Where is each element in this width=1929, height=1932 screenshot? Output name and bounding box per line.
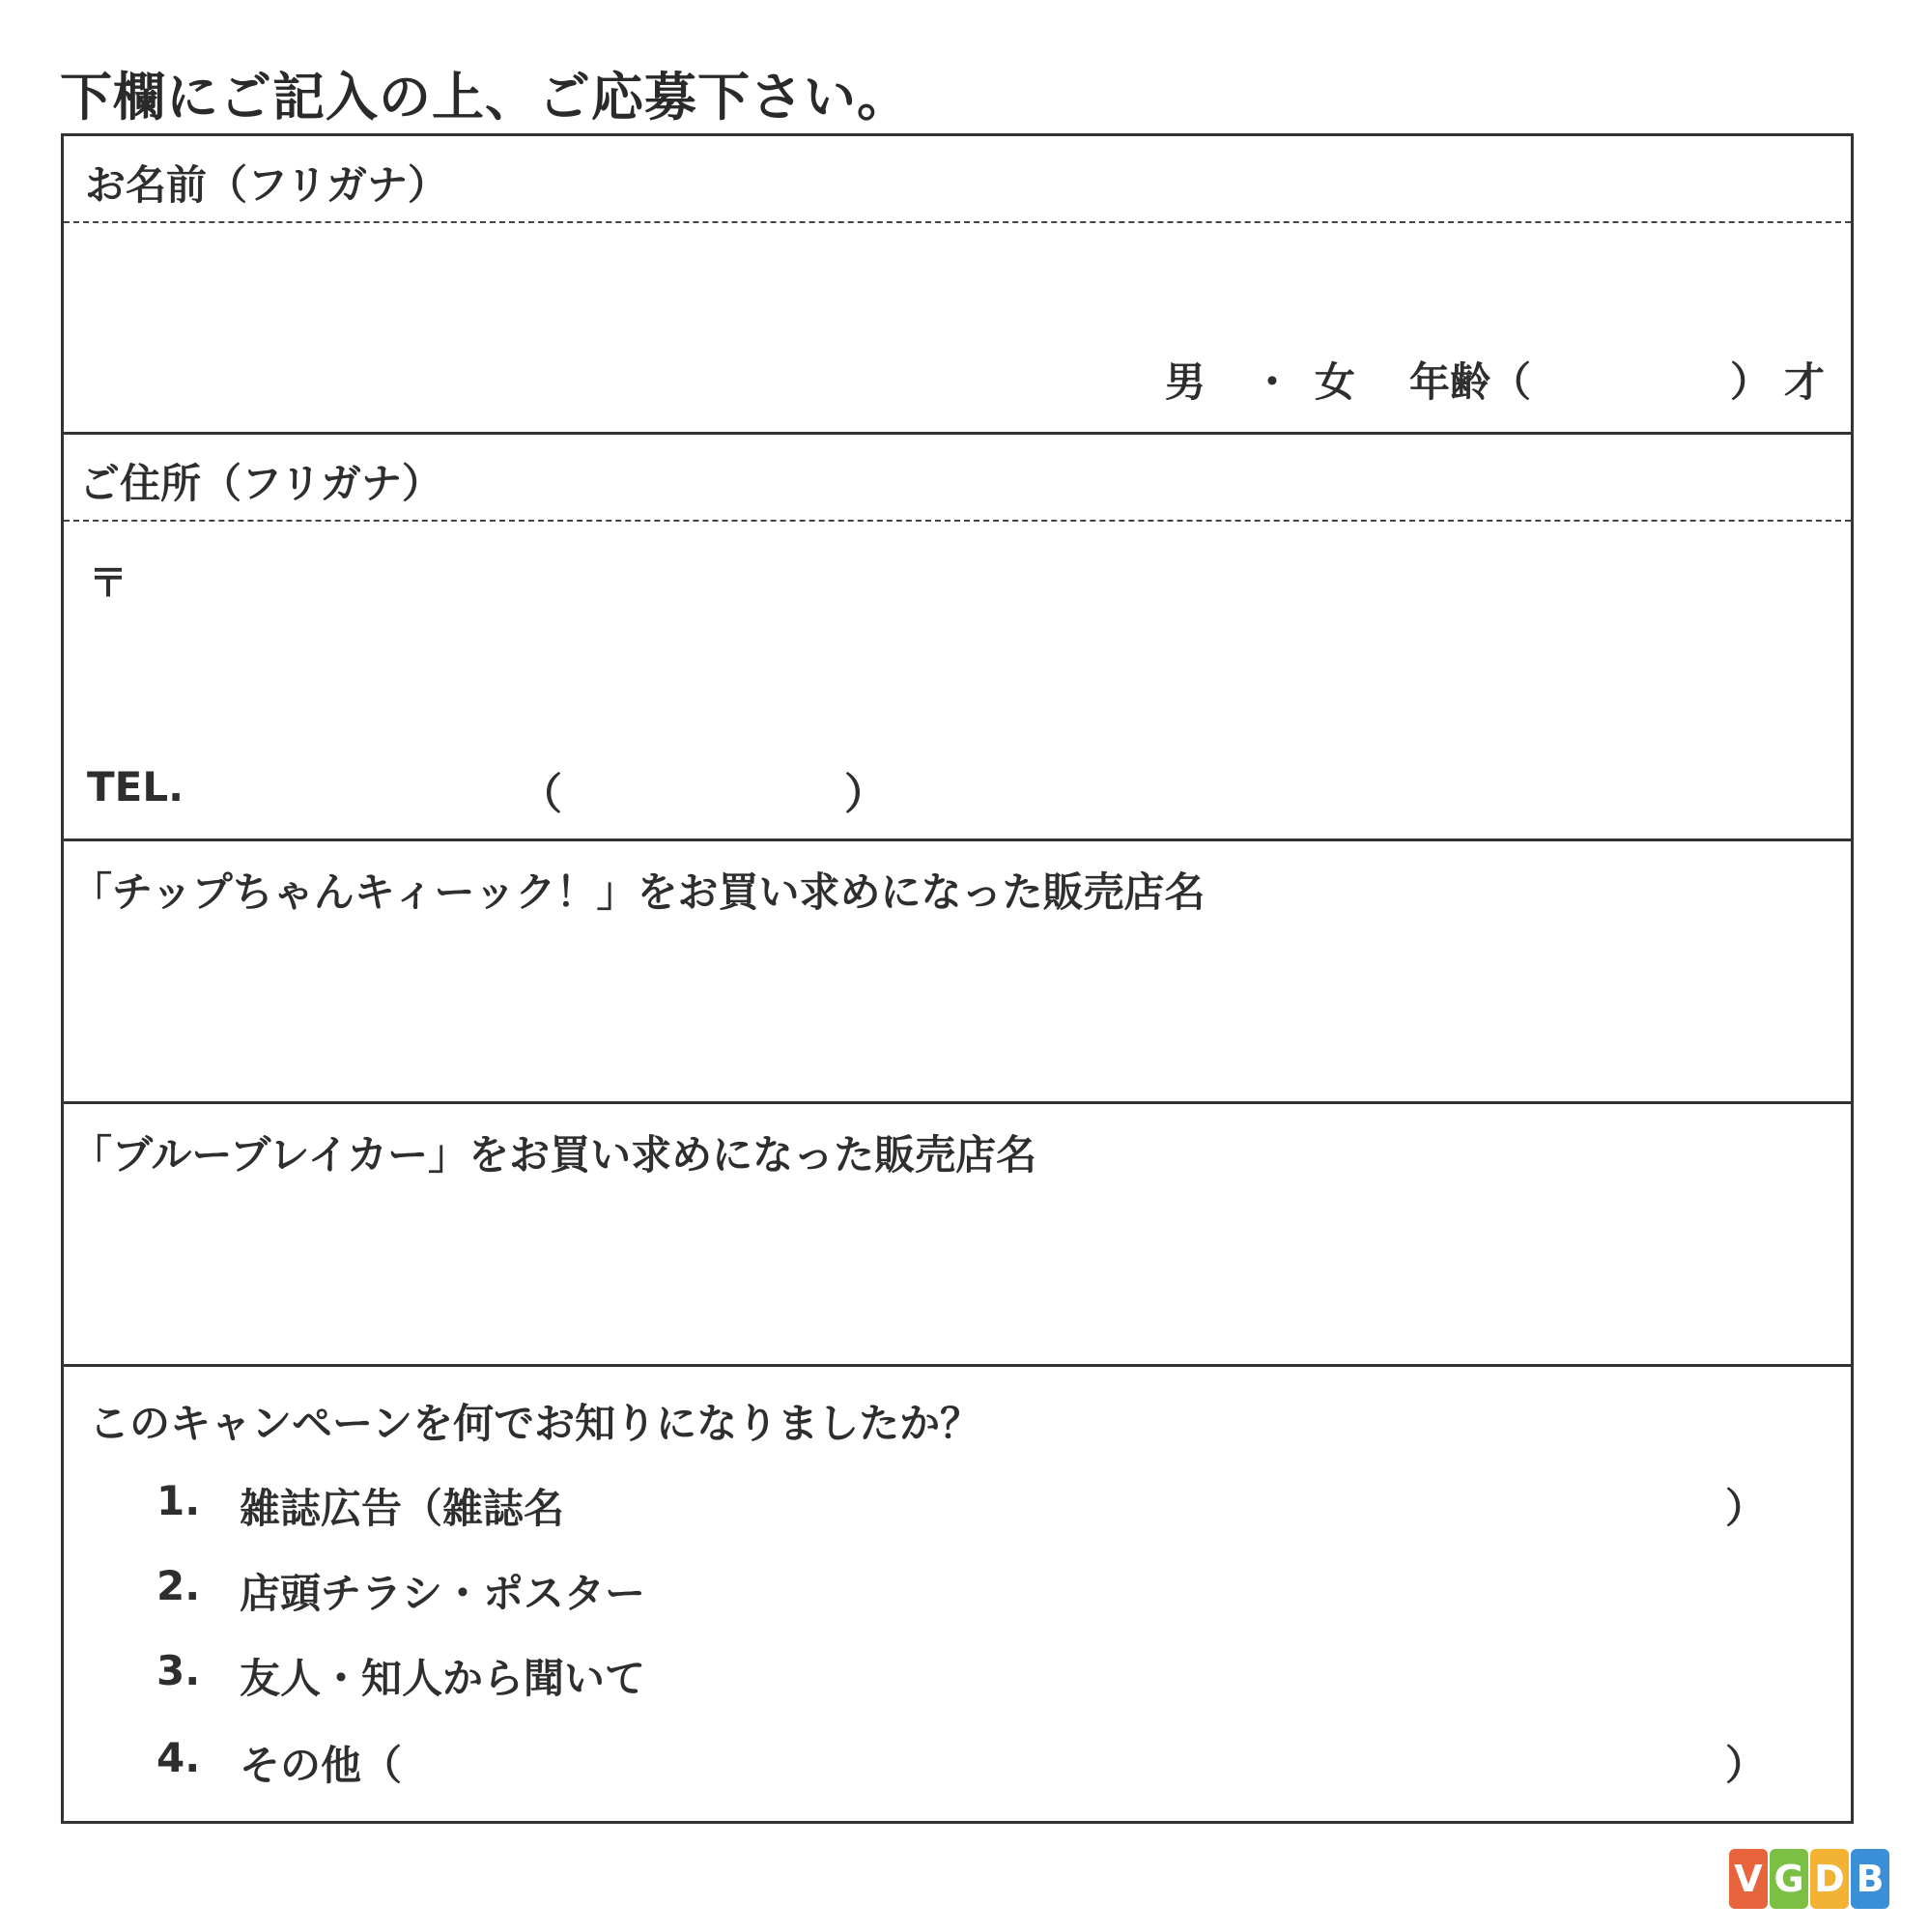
logo-letter: B <box>1851 1849 1889 1909</box>
store-section-chip <box>64 841 1851 1104</box>
option-text: 雑誌広告（雑誌名 <box>240 1485 565 1532</box>
other-input[interactable] <box>469 1730 1719 1790</box>
option-number: 4. <box>156 1734 201 1781</box>
option-text: 友人・知人から聞いて <box>240 1655 646 1702</box>
tel-label: TEL. <box>87 763 184 810</box>
name-input[interactable] <box>85 233 1818 312</box>
address-section <box>64 435 1851 841</box>
age-label: 年齢（ <box>1409 358 1532 406</box>
survey-question: このキャンペーンを何でお知りになりましたか？ <box>89 1400 981 1447</box>
tel-open-paren: （ <box>520 770 562 819</box>
name-section <box>64 136 1851 435</box>
vgdb-watermark-logo <box>1729 1849 1891 1909</box>
option-number: 2. <box>156 1562 201 1609</box>
survey-section <box>64 1367 1851 1821</box>
form-heading: 下欄にご記入の上、ご応募下さい。 <box>60 67 910 128</box>
name-label: お名前（フリガナ） <box>85 161 448 209</box>
store-label-chip: 「チップちゃんキィーック！」をお買い求めになった販売店名 <box>71 868 1206 916</box>
address-label: ご住所（フリガナ） <box>79 460 442 507</box>
option-close-paren: ） <box>1725 1742 1767 1789</box>
logo-letter: V <box>1729 1849 1768 1909</box>
option-number: 1. <box>156 1477 201 1524</box>
furigana-divider <box>64 221 1851 223</box>
store-label-bluebreaker: 「ブルーブレイカー」をお買い求めになった販売店名 <box>71 1131 1037 1179</box>
option-text: 店頭チラシ・ポスター <box>240 1570 646 1617</box>
postal-mark: 〒 <box>89 561 128 606</box>
gender-male-option[interactable]: 男 <box>1165 358 1206 406</box>
age-close-paren: ） <box>1730 358 1772 406</box>
tel-close-paren: ） <box>844 770 887 819</box>
magazine-name-input[interactable] <box>634 1473 1768 1533</box>
store-input-chip[interactable] <box>85 938 1818 1075</box>
store-input-bluebreaker[interactable] <box>85 1201 1818 1338</box>
tel-input[interactable] <box>199 755 956 815</box>
option-close-paren: ） <box>1725 1485 1767 1532</box>
furigana-divider <box>64 520 1851 522</box>
age-unit: 才 <box>1784 358 1826 406</box>
age-input[interactable] <box>1561 347 1729 407</box>
option-text: その他（ <box>240 1742 403 1789</box>
option-number: 3. <box>156 1647 201 1694</box>
gender-separator: ・ <box>1252 358 1293 406</box>
gender-female-option[interactable]: 女 <box>1315 358 1356 406</box>
store-section-bluebreaker <box>64 1104 1851 1367</box>
logo-letter: D <box>1810 1849 1849 1909</box>
logo-letter: G <box>1770 1849 1808 1909</box>
entry-form <box>61 133 1854 1824</box>
address-input[interactable] <box>141 551 1816 688</box>
